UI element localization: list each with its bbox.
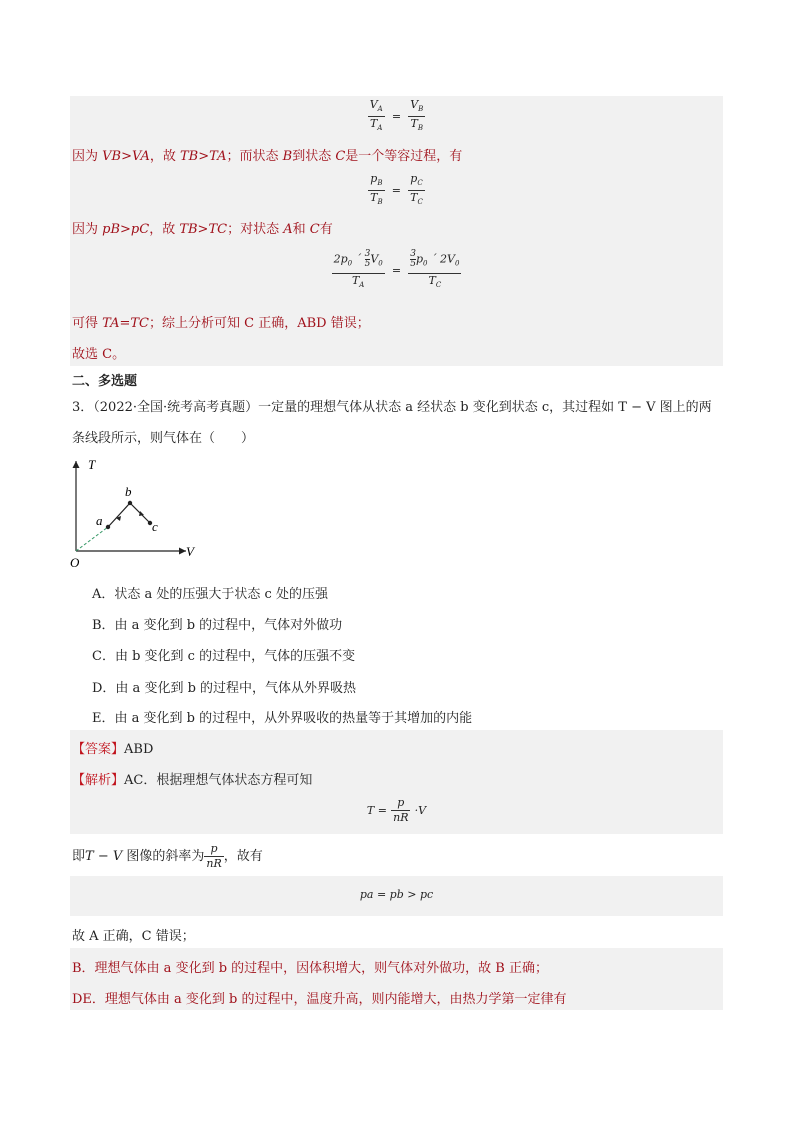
- equation-4: T = $\frac{p}{nR}$ ·V: [366, 796, 427, 824]
- point-label-a: a: [96, 513, 103, 528]
- dashed-line: [76, 527, 108, 551]
- analysis-line-7: DE．理想气体由 a 变化到 b 的过程中，温度升高，则内能增大，由热力学第一定律有: [72, 992, 567, 1007]
- answer-line: 【答案】ABD: [72, 742, 154, 757]
- option-a: A．状态 a 处的压强大于状态 c 处的压强: [92, 587, 328, 602]
- option-e: E．由 a 变化到 b 的过程中，从外界吸收的热量等于其增加的内能: [92, 711, 473, 726]
- axis-label-v: V: [186, 544, 194, 559]
- equation-3: $2p_0$ ´ $\frac{3}{5}$ $V_0$ $T_A$ = $\frac{3}{5}$ $p_0$ ´ $2V_0$ $T_C$: [333, 249, 460, 289]
- option-d: D．由 a 变化到 b 的过程中，气体从外界吸热: [92, 681, 357, 696]
- equation-2: $\frac{p_B}{T_B}$ = $\frac{p_C}{T_C}$: [370, 172, 423, 207]
- tv-graph: [70, 455, 210, 571]
- analysis-line: 【解析】AC．根据理想气体状态方程可知: [72, 773, 313, 788]
- solution-line-1: 因为 VB>VA，故 TB>TA；而状态 B到状态 C是一个等容过程，有: [72, 149, 463, 164]
- option-b: B．由 a 变化到 b 的过程中，气体对外做功: [92, 618, 343, 633]
- analysis-line-6: B．理想气体由 a 变化到 b 的过程中，因体积增大，则气体对外做功，故 B 正确；: [72, 961, 548, 976]
- point-label-c: c: [152, 519, 158, 534]
- segment-ab: [108, 503, 130, 527]
- equation-5: pa = pb > pc: [359, 888, 434, 901]
- origin-label: O: [70, 555, 80, 570]
- solution-conclusion: 故选 C。: [72, 347, 126, 362]
- option-c: C．由 b 变化到 c 的过程中，气体的压强不变: [92, 649, 356, 664]
- slope-line: 即T − V 图像的斜率为 $\frac{p}{nR}$ ，故有: [72, 842, 263, 870]
- point-label-b: b: [125, 484, 132, 499]
- question-line-1: 3．（2022·全国·统考高考真题）一定量的理想气体从状态 a 经状态 b 变化到状态 c，其过程如 T − V 图上的两: [72, 400, 712, 415]
- solution-line-2: 因为 pB>pC，故 TB>TC；对状态 A和 C有: [72, 222, 333, 237]
- section-heading: 二、多选题: [72, 374, 138, 389]
- analysis-line-5: 故 A 正确，C 错误；: [72, 929, 195, 944]
- question-line-2: 条线段所示，则气体在（ ）: [72, 431, 255, 446]
- equation-1: $\frac{V_A}{T_A}$ = $\frac{V_B}{T_B}$: [369, 98, 424, 133]
- axis-label-t: T: [88, 457, 96, 472]
- solution-line-3: 可得 TA=TC；综上分析可知 C 正确，ABD 错误；: [72, 316, 370, 331]
